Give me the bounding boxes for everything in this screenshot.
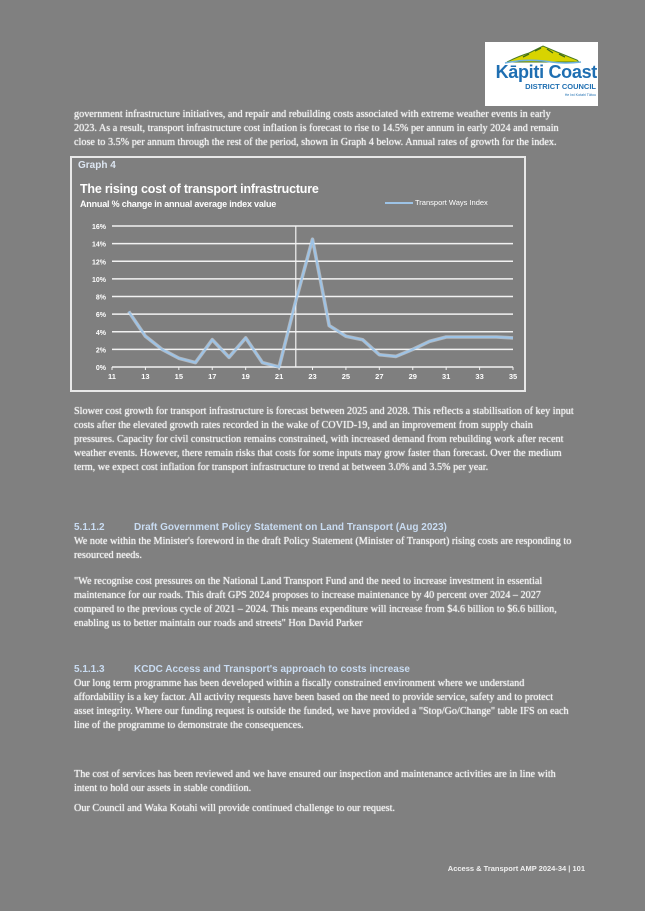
y-tick-label: 14%: [91, 241, 106, 249]
section-2-para3: Our Council and Waka Kotahi will provide continued challenge to our request.: [74, 803, 395, 814]
section-1-intro: We note within the Minister's foreword in the draft Policy Statement (Minister of Transport) rising costs are responding to resourced needs.: [74, 536, 572, 561]
footer-text: Access & Transport AMP 2024-34: [447, 864, 567, 873]
y-tick-label: 2%: [95, 347, 106, 355]
section-title: KCDC Access and Transport's approach to costs increase: [134, 664, 410, 675]
x-tick-label: 13: [141, 372, 150, 381]
logo-tagline: He Iwi Kotahi Tātou: [564, 93, 596, 97]
x-tick-label: 25: [341, 372, 351, 381]
section-2-body: Our long term programme has been developed within a fiscally constrained environment where we understand affordability is a key factor. All activity requests have been based on the need to provide service, safety and to protect asset integrity. Where our funding request is outside the funded, we have provided a "Stop/Go/Change" table IFS on each line of the programme to demonstrate the consequences.: [74, 678, 569, 731]
intro-paragraph: government infrastructure initiatives, and repair and rebuilding costs associated with extreme weather events in early 2023. As a result, transport infrastructure cost inflation is forecast to rise to 14.5% per annum in early 2024 and remain close to 3.5% per annum through the rest of the period, shown in Graph 4 below. Annual rates of growth for the index.: [74, 109, 559, 148]
y-tick-label: 6%: [95, 312, 106, 320]
x-tick-label: 27: [375, 372, 384, 381]
y-tick-label: 4%: [95, 329, 106, 337]
page-footer: [448, 864, 585, 873]
logo-brand-text: Kāpiti Coast: [495, 62, 597, 82]
x-tick-label: 19: [241, 372, 250, 381]
chart-title: The rising cost of transport infrastructure: [80, 182, 319, 196]
chart-graph-4: [70, 156, 526, 392]
section-number: 5.1.1.3: [74, 664, 105, 675]
y-tick-label: 16%: [91, 224, 106, 231]
section-heading-5-1-1-3: [74, 663, 574, 677]
series-line-halo: [129, 239, 513, 367]
x-tick-label: 21: [274, 372, 284, 381]
page-number: 101: [572, 864, 585, 873]
section-heading-5-1-1-2: [74, 521, 574, 535]
mountain-logo-icon: [499, 44, 585, 64]
series-line-transport-ways-index: [129, 239, 513, 367]
x-tick-label: 23: [308, 372, 317, 381]
logo-sub-text: DISTRICT COUNCIL: [525, 82, 596, 91]
x-tick-label: 11: [108, 372, 116, 381]
section-number: 5.1.1.2: [74, 522, 105, 533]
y-tick-label: 10%: [91, 276, 106, 284]
x-tick-label: 17: [208, 372, 217, 381]
x-tick-label: 15: [174, 372, 184, 381]
y-tick-label: 0%: [95, 365, 106, 372]
chart-subtitle: Annual % change in annual average index value: [80, 199, 277, 209]
legend-label: Transport Ways Index: [415, 198, 488, 207]
x-tick-label: 33: [475, 372, 484, 381]
section-title: Draft Government Policy Statement on Land Transport (Aug 2023): [134, 522, 447, 533]
x-tick-label: 35: [508, 372, 518, 381]
council-logo: [485, 42, 598, 106]
x-tick-label: 29: [408, 372, 417, 381]
chart-label: Graph 4: [78, 160, 116, 171]
footer-separator: |: [568, 864, 571, 873]
chart-plot-area: [72, 158, 524, 390]
paragraph-after-chart: Slower cost growth for transport infrastructure is forecast between 2025 and 2028. This reflects a stabilisation of key input costs after the elevated growth rates recorded in the wake of COVID-19, and an improvement from supply chain pressures. Capacity for civil construction remains constrained, with increased demand from rebuilding work after recent weather events. However, there remain risks that costs for some inputs may grow faster than forecast. Over the medium term, we expect cost inflation for transport infrastructure to trend at between 3.0% and 3.5% per year.: [74, 406, 574, 473]
section-2-para2: The cost of services has been reviewed and we have ensured our inspection and maintenance activities are in line with intent to hold our assets in stable condition.: [74, 769, 556, 794]
x-tick-label: 31: [441, 372, 451, 381]
section-1-quote: "We recognise cost pressures on the National Land Transport Fund and the need to increase investment in essential maintenance for our roads. This draft GPS 2024 proposes to increase maintenance by 40 percent over 2024 – 2027 compared to the previous cycle of 2021 – 2024. This means expenditure will increase from $4.6 billion to $6.6 billion, enabling us to better maintain our roads and streets" Hon David Parker: [74, 576, 557, 629]
y-tick-label: 12%: [91, 259, 106, 267]
y-tick-label: 8%: [95, 294, 106, 302]
